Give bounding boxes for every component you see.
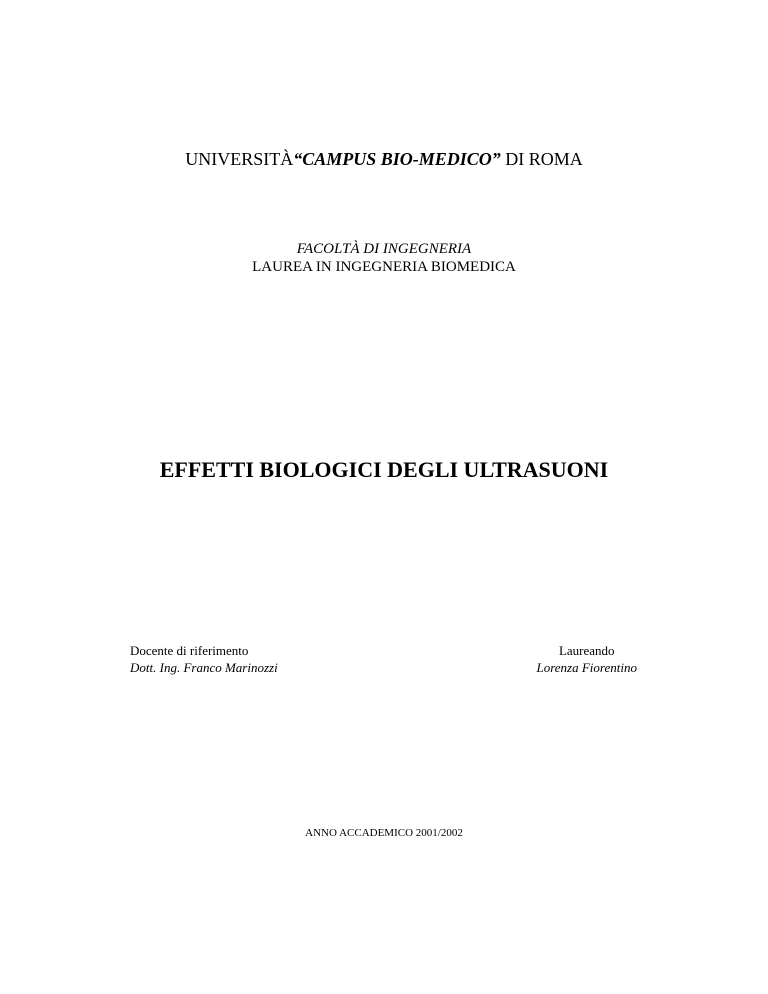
thesis-title: EFFETTI BIOLOGICI DEGLI ULTRASUONI bbox=[159, 457, 609, 482]
supervisor-name: Dott. Ing. Franco Marinozzi bbox=[130, 660, 278, 675]
university-prefix: UNIVERSITÀ bbox=[185, 149, 294, 169]
candidate-label: Laureando bbox=[558, 643, 615, 658]
supervisor-block bbox=[130, 642, 278, 676]
university-campus-name: “CAMPUS BIO-MEDICO” bbox=[293, 149, 501, 169]
faculty-name: FACOLTÀ DI INGEGNERIA bbox=[296, 241, 472, 257]
candidate-block bbox=[536, 642, 637, 676]
university-heading bbox=[0, 148, 768, 170]
academic-year: ANNO ACCADEMICO 2001/2002 bbox=[305, 827, 463, 839]
university-suffix: DI ROMA bbox=[500, 149, 583, 169]
supervisor-label: Docente di riferimento bbox=[130, 643, 249, 658]
degree-name: LAUREA IN INGEGNERIA BIOMEDICA bbox=[252, 259, 516, 275]
candidate-name: Lorenza Fiorentino bbox=[536, 660, 637, 675]
